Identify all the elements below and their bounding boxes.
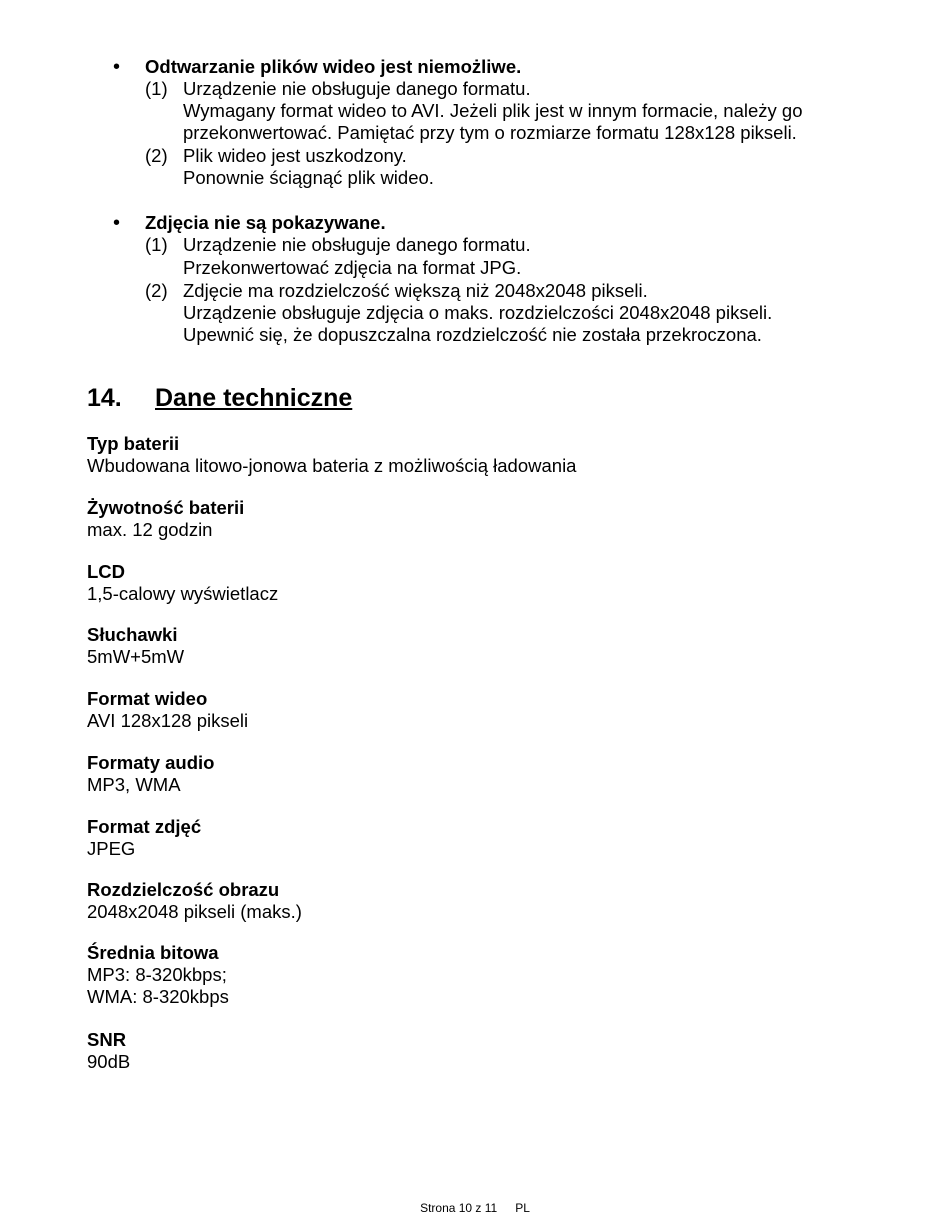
spec-label: SNR (87, 1029, 127, 1050)
spec-audio-formats (87, 752, 887, 796)
page-number: Strona 10 z 11 (420, 1201, 498, 1215)
section-number: 14. (87, 384, 122, 412)
item-line: Ponownie ściągnąć plik wideo. (183, 167, 434, 188)
item-line: Przekonwertować zdjęcia na format JPG. (183, 257, 522, 278)
spec-value: 1,5-calowy wyświetlacz (87, 583, 279, 604)
spec-label: Format zdjęć (87, 816, 202, 837)
spec-label: Formaty audio (87, 752, 215, 773)
page-footer (0, 1201, 950, 1215)
spec-battery-type (87, 433, 887, 477)
item-line: Urządzenie obsługuje zdjęcia o maks. rozdzielczości 2048x2048 pikseli. (183, 302, 773, 323)
item-line: Plik wideo jest uszkodzony. (183, 145, 407, 166)
spec-value: MP3, WMA (87, 774, 181, 795)
item-number: (2) (145, 280, 168, 301)
spec-label: Żywotność baterii (87, 497, 245, 518)
item-line: Urządzenie nie obsługuje danego formatu. (183, 78, 531, 99)
spec-label: Rozdzielczość obrazu (87, 879, 280, 900)
item-number: (2) (145, 145, 168, 166)
item-line: Upewnić się, że dopuszczalna rozdzielczość nie została przekroczona. (183, 324, 762, 345)
item-number: (1) (145, 78, 168, 99)
spec-image-resolution (87, 879, 887, 923)
language-code: PL (515, 1201, 530, 1215)
spec-label: LCD (87, 561, 126, 582)
spec-lcd (87, 561, 887, 605)
item-line: Zdjęcie ma rozdzielczość większą niż 2048x2048 pikseli. (183, 280, 648, 301)
spec-value: AVI 128x128 pikseli (87, 710, 249, 731)
spec-value: 2048x2048 pikseli (maks.) (87, 901, 302, 922)
spec-battery-life (87, 497, 887, 541)
spec-value: WMA: 8-320kbps (87, 986, 229, 1007)
bullet-title: Odtwarzanie plików wideo jest niemożliwe. (145, 56, 522, 77)
spec-value: 5mW+5mW (87, 646, 185, 667)
item-line: Wymagany format wideo to AVI. Jeżeli plik jest w innym formacie, należy go (183, 100, 803, 121)
spec-snr (87, 1029, 887, 1073)
spec-bitrate (87, 942, 887, 1008)
spec-photo-format (87, 816, 887, 860)
spec-value: 90dB (87, 1051, 131, 1072)
spec-label: Typ baterii (87, 433, 180, 454)
spec-value: MP3: 8-320kbps; (87, 964, 227, 985)
spec-label: Format wideo (87, 688, 208, 709)
bullet-title: Zdjęcia nie są pokazywane. (145, 212, 386, 233)
section-title: Dane techniczne (155, 384, 353, 412)
spec-value: max. 12 godzin (87, 519, 213, 540)
bullet-icon: • (113, 56, 121, 78)
spec-value: JPEG (87, 838, 136, 859)
spec-headphones (87, 624, 887, 668)
spec-label: Słuchawki (87, 624, 178, 645)
spec-video-format (87, 688, 887, 732)
item-number: (1) (145, 234, 168, 255)
spec-value: Wbudowana litowo-jonowa bateria z możliwością ładowania (87, 455, 577, 476)
bullet-icon: • (113, 212, 121, 234)
item-line: Urządzenie nie obsługuje danego formatu. (183, 234, 531, 255)
spec-label: Średnia bitowa (87, 942, 219, 963)
item-line: przekonwertować. Pamiętać przy tym o rozmiarze formatu 128x128 pikseli. (183, 122, 797, 143)
